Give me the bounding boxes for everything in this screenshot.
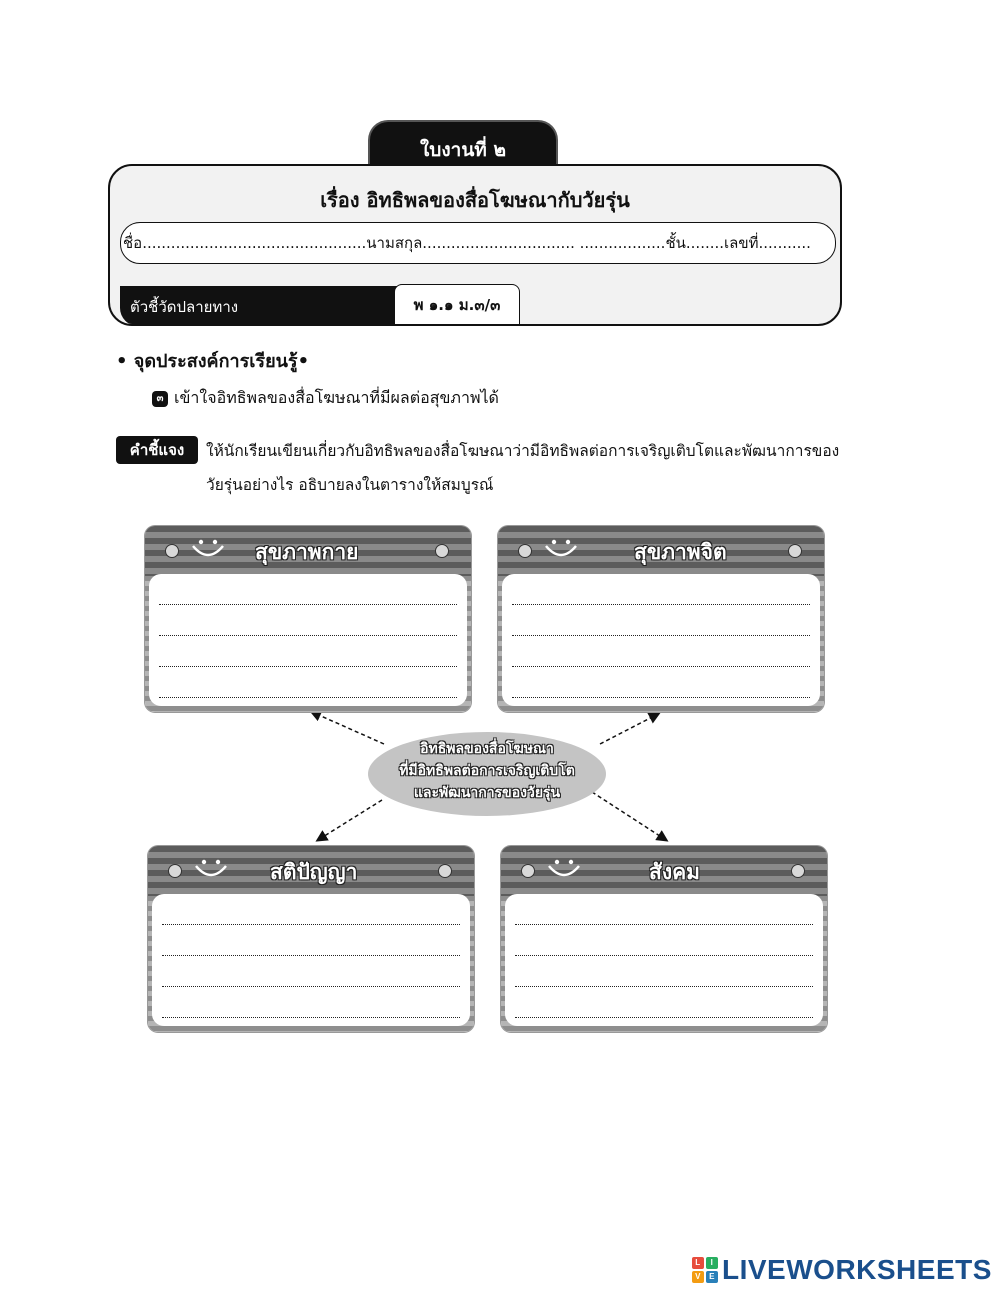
card-title: สุขภาพกาย [255, 540, 359, 564]
write-line[interactable] [515, 956, 813, 987]
card-writing-area[interactable] [152, 894, 470, 1026]
write-line[interactable] [515, 987, 813, 1018]
center-line-1: อิทธิพลของสื่อโฆษณา [420, 741, 554, 757]
instructions-label: คำชี้แจง [116, 436, 198, 464]
objectives-heading: • จุดประสงค์การเรียนรู้• [116, 351, 310, 372]
card-social [501, 846, 827, 1032]
write-line[interactable] [515, 894, 813, 925]
smiley-icon [189, 536, 227, 560]
card-physical-health [145, 526, 471, 712]
write-line[interactable] [162, 894, 460, 925]
arrow-to-mental [600, 714, 658, 744]
pin-dot-icon [788, 544, 802, 558]
liveworksheets-logo[interactable] [692, 1254, 992, 1286]
card-writing-area[interactable] [505, 894, 823, 1026]
objective-number: ๓ [152, 391, 168, 407]
objective-text: เข้าใจอิทธิพลของสื่อโฆษณาที่มีผลต่อสุขภาพได้ [174, 388, 499, 407]
smiley-icon [545, 856, 583, 880]
card-title: สติปัญญา [270, 860, 358, 884]
center-line-3: และพัฒนาการของวัยรุ่น [413, 785, 561, 801]
logo-tile: V [692, 1271, 704, 1283]
card-mental-health [498, 526, 824, 712]
indicator-code: พ ๑.๑ ม.๓/๓ [394, 284, 520, 326]
pin-dot-icon [518, 544, 532, 558]
write-line[interactable] [159, 605, 457, 636]
pin-dot-icon [521, 864, 535, 878]
logo-tile: E [706, 1271, 718, 1283]
center-line-2: ที่มีอิทธิพลต่อการเจริญเติบโต [399, 763, 575, 779]
pin-dot-icon [165, 544, 179, 558]
worksheet-tab: ใบงานที่ ๒ [368, 120, 558, 168]
write-line[interactable] [512, 574, 810, 605]
arrow-to-intellectual [318, 800, 382, 840]
pin-dot-icon [438, 864, 452, 878]
instructions-line-2: วัยรุ่นอย่างไร อธิบายลงในตารางให้สมบูรณ์ [206, 476, 494, 494]
instructions-line-1: ให้นักเรียนเขียนเกี่ยวกับอิทธิพลของสื่อโฆษณาว่ามีอิทธิพลต่อการเจริญเติบโตและพัฒนาการของ [206, 442, 840, 460]
pin-dot-icon [435, 544, 449, 558]
write-line[interactable] [512, 636, 810, 667]
write-line[interactable] [159, 636, 457, 667]
indicator-label: ตัวชี้วัดปลายทาง [120, 286, 430, 326]
write-line[interactable] [159, 574, 457, 605]
logo-tiles-icon [692, 1257, 718, 1283]
write-line[interactable] [162, 956, 460, 987]
center-topic-bubble [368, 732, 606, 816]
pin-dot-icon [168, 864, 182, 878]
student-info-field[interactable]: ชื่อ...............................................นามสกุล................................ ..................ชั้น........เลขที่........... [120, 222, 836, 264]
card-writing-area[interactable] [502, 574, 820, 706]
pin-dot-icon [791, 864, 805, 878]
logo-text: LIVEWORKSHEETS [722, 1254, 992, 1285]
card-title: สังคม [649, 860, 700, 884]
logo-tile: I [706, 1257, 718, 1269]
write-line[interactable] [159, 667, 457, 698]
logo-tile: L [692, 1257, 704, 1269]
write-line[interactable] [162, 987, 460, 1018]
write-line[interactable] [162, 925, 460, 956]
subject-title: เรื่อง อิทธิพลของสื่อโฆษณากับวัยรุ่น [320, 188, 630, 212]
write-line[interactable] [515, 925, 813, 956]
card-intellectual [148, 846, 474, 1032]
card-writing-area[interactable] [149, 574, 467, 706]
write-line[interactable] [512, 667, 810, 698]
card-title: สุขภาพจิต [634, 540, 727, 564]
write-line[interactable] [512, 605, 810, 636]
smiley-icon [542, 536, 580, 560]
smiley-icon [192, 856, 230, 880]
